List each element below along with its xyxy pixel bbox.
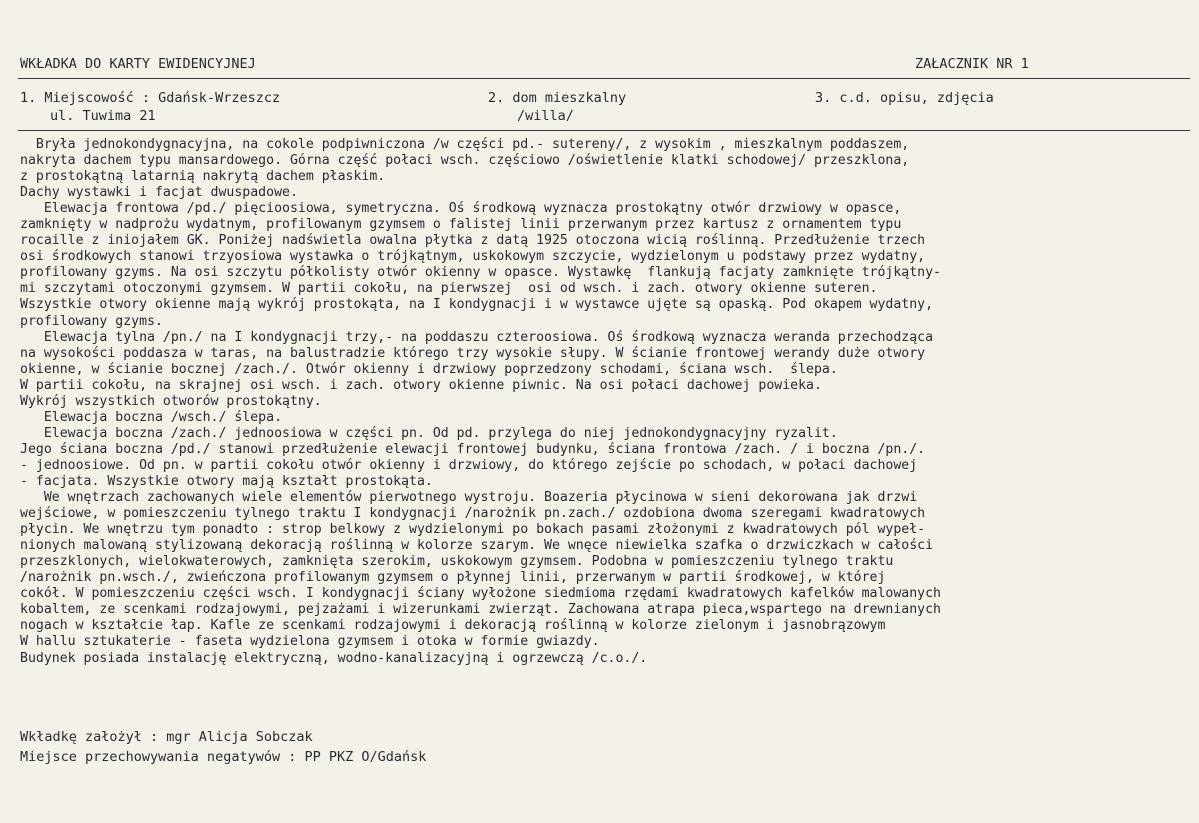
description-line: osi środkowych stanowi trzyosiowa wystawka o trójkątnym, uskokowym szczycie, wydzielonym u podstawy przez wydatny, [20, 249, 926, 265]
description-line: Wszystkie otwory okienne mają wykrój prostokąta, na I kondygnacji i w wystawce ujęte są opaską. Pod okapem wydatny, [20, 297, 934, 313]
description-line: zamknięty w nadprożu wydatnym, profilowanym gzymsem o falistej linii przerwanym przez kartusz z ornamentem typu [20, 217, 902, 233]
annex-number: ZAŁACZNIK NR 1 [915, 56, 1029, 72]
object-subtype: /willa/ [517, 108, 574, 124]
description-line: okienne, w ścianie bocznej /zach./. Otwór okienny i drzwiowy poprzedzony schodami, ściana wsch. ślepa. [20, 361, 838, 377]
description-line: profilowany gzyms. Na osi szczytu półkolisty otwór okienny w opasce. Wystawkę flankują facjaty zamknięte trójkątny- [20, 265, 941, 281]
continuation-note: 3. c.d. opisu, zdjęcia [815, 90, 994, 106]
description-line: - jednoosiowe. Od pn. w partii cokołu otwór okienny i drzwiowy, do którego zejście po schodach, w połaci dachowej [20, 457, 918, 473]
description-line: Jego ściana boczna /pd./ stanowi przedłużenie elewacji frontowej budynku, ściana frontowa /zach. / i boczna /pn./. [20, 441, 926, 457]
description-line: W hallu sztukaterie - faseta wydzielona gzymsem i otoka w formie gwiazdy. [20, 634, 600, 650]
description-line: nakryta dachem typu mansardowego. Górna część połaci wsch. częściowo /oświetlenie klatki schodowej/ przeszklona, [20, 153, 910, 169]
top-divider [18, 78, 1190, 79]
street-address: ul. Tuwima 21 [50, 108, 156, 124]
description-line: W partii cokołu, na skrajnej osi wsch. i zach. otwory okienne piwnic. Na osi połaci dachowej powieka. [20, 377, 822, 393]
description-line: rocaille z iniojałem GK. Poniżej nadświetla owalna płytka z datą 1925 otoczona wicią roślinną. Przedłużenie trzech [20, 233, 926, 249]
description-line: Wykrój wszystkich otworów prostokątny. [20, 393, 322, 409]
description-line: nionych malowaną stylizowaną dekoracją roślinną w kolorze szarym. We wnęce niewielka szafka o drzwiczkach w całości [20, 538, 934, 554]
description-line: z prostokątną latarnią nakrytą dachem płaskim. [20, 169, 386, 185]
description-line: płycin. We wnętrzu tym ponadto : strop belkowy z wydzielonymi po bokach pasami złożonymi z kwadratowych pól wypeł- [20, 522, 926, 538]
description-line: przeszklonych, wielokwaterowych, zamknięta szerokim, uskokowym gzymsem. Podobna w pomieszczeniu tylnego traktu [20, 554, 894, 570]
document-title: WKŁADKA DO KARTY EWIDENCYJNEJ [20, 56, 256, 72]
author-line: Wkładkę założył : mgr Alicja Sobczak [20, 729, 313, 745]
description-line: Elewacja boczna /wsch./ ślepa. [20, 409, 283, 425]
description-line: /narożnik pn.wsch./, zwieńczona profilowanym gzymsem o płynnej linii, przerwanym w partii środkowej, w której [20, 570, 886, 586]
description-line: mi szczytami otoczonymi gzymsem. W partii cokołu, na pierwszej osi od wsch. i zach. otwory okienne suteren. [20, 281, 878, 297]
object-type: 2. dom mieszkalny [488, 90, 627, 106]
description-line: Elewacja tylna /pn./ na I kondygnacji trzy,- na poddaszu czteroosiowa. Oś środkową wyznacza weranda przechodząca [20, 329, 934, 345]
description-line: cokół. W pomieszczeniu części wsch. I kondygnacji ściany wyłożone siedmioma rzędami kwadratowych kafelków malowanych [20, 586, 941, 602]
negatives-location: Miejsce przechowywania negatywów : PP PKZ O/Gdańsk [20, 749, 427, 765]
locality-field: 1. Miejscowość : Gdańsk-Wrzeszcz [20, 90, 281, 106]
header-divider [18, 130, 1190, 131]
description-line: Bryła jednokondygnacyjna, na cokole podpiwniczona /w części pd.- sutereny/, z wysokim , mieszkalnym poddaszem, [20, 137, 910, 152]
description-line: Dachy wystawki i facjat dwuspadowe. [20, 185, 298, 201]
description-line: We wnętrzach zachowanych wiele elementów pierwotnego wystroju. Boazeria płycinowa w sieni dekorowana jak drzwi [20, 490, 918, 506]
description-line: profilowany gzyms. [20, 313, 163, 329]
description-line: kobaltem, ze scenkami rodzajowymi, pejzażami i wizerunkami zwierząt. Zachowana atrapa pieca,wspartego na drewnianych [20, 602, 941, 618]
description-line: wejściowe, w pomieszczeniu tylnego traktu I kondygnacji /narożnik pn.zach./ ozdobiona dwoma szeregami kwadratowych [20, 506, 926, 522]
description-line: Budynek posiada instalację elektryczną, wodno-kanalizacyjną i ogrzewczą /c.o./. [20, 650, 648, 666]
description-text [20, 137, 1195, 667]
description-line: nogach w kształcie łap. Kafle ze scenkami rodzajowymi i dekoracją roślinną w kolorze zielonym i jasnobrązowym [20, 618, 886, 634]
description-line: Elewacja boczna /zach./ jednoosiowa w części pn. Od pd. przylega do niej jednokondygnacyjny ryzalit. [20, 425, 838, 441]
description-line: na wysokości poddasza w taras, na balustradzie którego trzy wysokie słupy. W ścianie frontowej werandy duże otwory [20, 345, 926, 361]
description-line: - facjata. Wszystkie otwory mają kształt prostokąta. [20, 473, 433, 489]
description-line: Elewacja frontowa /pd./ pięcioosiowa, symetryczna. Oś środkową wyznacza prostokątny otwór drzwiowy w opasce, [20, 201, 902, 217]
